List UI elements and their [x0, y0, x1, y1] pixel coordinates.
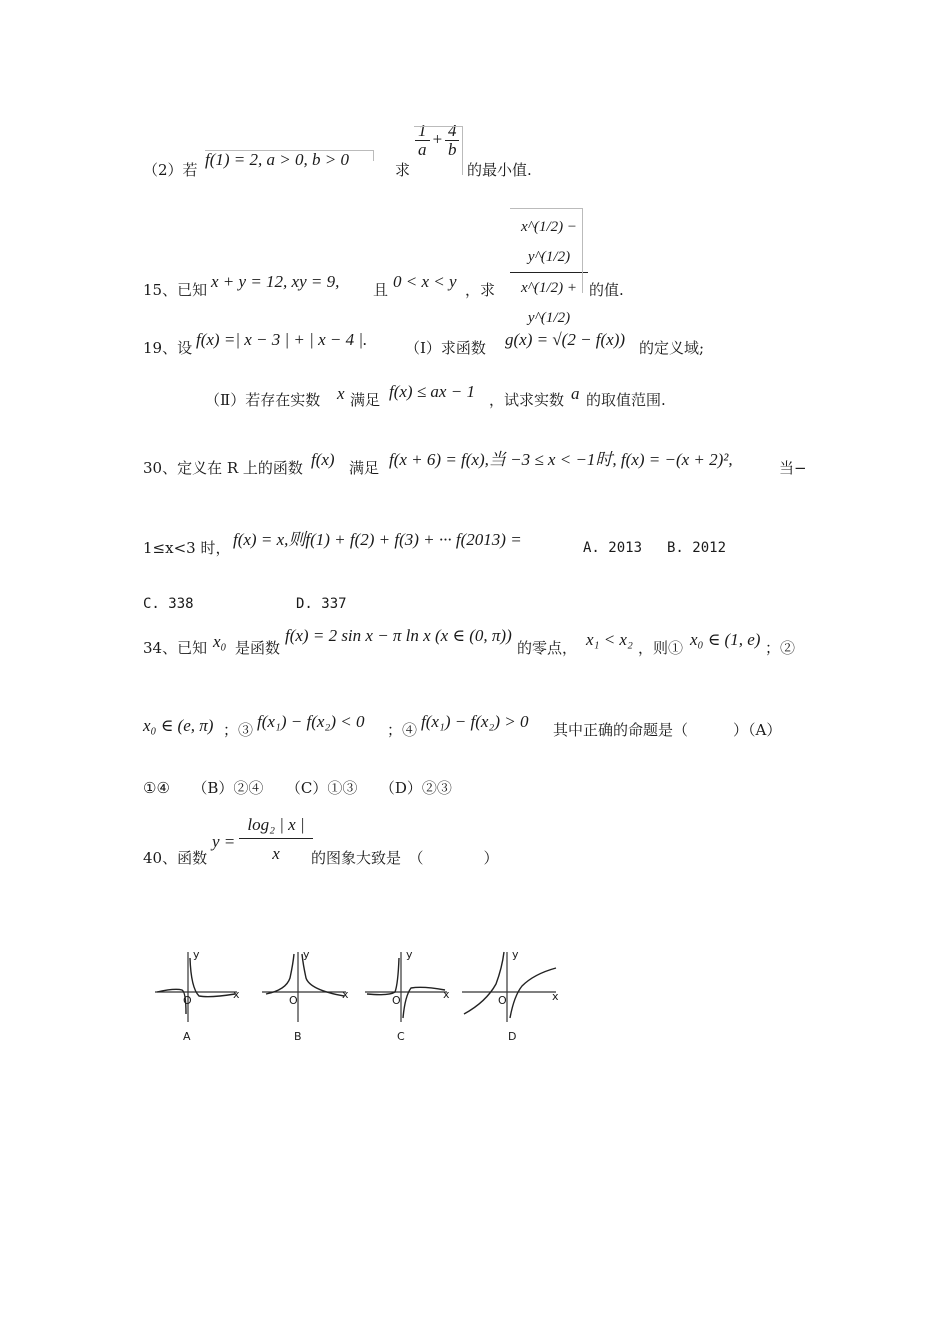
q19-part2-mid2: ，试求实数	[489, 391, 565, 409]
graph-c-origin: O	[392, 994, 401, 1007]
q34-mid: 是函数	[235, 639, 281, 657]
q15-mid2: ，求	[465, 281, 496, 299]
q2-mid: 求	[395, 161, 411, 179]
q19-part2-inequality: f(x) ≤ ax − 1	[389, 382, 475, 401]
q34-prefix: 34、已知	[143, 639, 208, 657]
q2-frac1-num: 1	[415, 122, 430, 141]
q15-fraction-frame	[510, 208, 583, 293]
graph-a-label: A	[183, 1030, 191, 1043]
q30-tail: 当−	[779, 459, 807, 477]
q34-suffix: 其中正确的命题是（ ）（A）	[553, 721, 782, 739]
q15-suffix: 的值.	[589, 281, 624, 299]
graph-a-x-label: x	[233, 988, 240, 1001]
q30-mid: 满足	[349, 459, 380, 477]
q30-option-c: C. 338	[143, 596, 194, 612]
q34-choices: ①④ （B）②④ （C）①③ （D）②③	[143, 779, 452, 797]
q34-function: f(x) = 2 sin x − π ln x (x ∈ (0, π))	[285, 626, 512, 645]
q2-frac2-num: 4	[445, 122, 460, 141]
graph-a	[155, 944, 245, 1044]
q15-mid: 且	[373, 281, 389, 299]
q40-fraction	[239, 812, 313, 869]
q34-mid6: ；④	[387, 721, 418, 739]
q19-part2-var: x	[337, 384, 345, 403]
q19-part1-label: （Ⅰ）求函数	[405, 339, 486, 357]
q19-part2-label: （Ⅱ）若存在实数	[205, 391, 321, 409]
graph-c-x-label: x	[443, 988, 450, 1001]
q15-cond2: 0 < x < y	[393, 272, 457, 291]
q30-option-a: A. 2013	[583, 540, 643, 556]
q40-y: y =	[212, 832, 236, 851]
q40-suffix: 的图象大致是 （ ）	[311, 849, 499, 867]
q2-prefix: （2）若	[143, 161, 198, 179]
q34-mid4: ；②	[765, 639, 796, 657]
q34-mid2: 的零点，	[517, 639, 578, 657]
graph-d	[462, 944, 562, 1044]
q40-prefix: 40、函数	[143, 849, 208, 867]
q30-prefix: 30、定义在 R 上的函数	[143, 459, 303, 477]
q34-statement3: f(x₁) − f(x₂) < 0	[257, 712, 365, 731]
graph-b-x-label: x	[342, 988, 349, 1001]
q34-x0: x₀	[213, 632, 227, 651]
graph-b-label: B	[294, 1030, 302, 1043]
graph-c	[365, 944, 455, 1044]
q30-option-b: B. 2012	[667, 540, 727, 556]
q30-line2-formula: f(x) = x,则f(1) + f(2) + f(3) + ··· f(2013) =	[233, 530, 522, 549]
graph-a-y-label: y	[193, 948, 200, 961]
q19-part2-mid: 满足	[350, 391, 381, 409]
q40-denominator: x	[272, 844, 280, 863]
q34-condition: x₁ < x₂	[586, 630, 633, 649]
q2-formula-frame	[205, 150, 374, 161]
q2-plus: +	[431, 129, 443, 149]
q15-prefix: 15、已知	[143, 281, 208, 299]
graph-b	[262, 944, 352, 1044]
q34-statement2: x₀ ∈ (e, π)	[143, 716, 214, 735]
q19-part2-suffix: 的取值范围.	[586, 391, 666, 409]
graph-c-label: C	[397, 1030, 405, 1043]
q30-condition: f(x + 6) = f(x),当 −3 ≤ x < −1时, f(x) = −(x + 2)²,	[389, 450, 733, 469]
q15-numerator: x^(1/2) − y^(1/2)	[510, 212, 588, 273]
q30-f: f(x)	[311, 450, 335, 469]
q40-numerator: log₂ | x |	[239, 812, 313, 839]
q15-denominator: x^(1/2) + y^(1/2)	[520, 280, 577, 326]
graph-d-x-label: x	[552, 990, 559, 1003]
q34-mid3: ，则①	[638, 639, 684, 657]
q19-part1-suffix: 的定义域;	[639, 339, 705, 357]
q34-statement4: f(x₁) − f(x₂) > 0	[421, 712, 529, 731]
q2-condition: f(1) = 2, a > 0, b > 0	[205, 150, 349, 169]
graph-a-plot	[155, 944, 245, 1024]
q19-part1-function: g(x) = √(2 − f(x))	[505, 330, 626, 349]
q30-option-d: D. 337	[296, 596, 347, 612]
q30-line2-prefix: 1≤x<3 时，	[143, 539, 231, 557]
q34-statement1: x₀ ∈ (1, e)	[690, 630, 761, 649]
graph-b-origin: O	[289, 994, 298, 1007]
graph-d-origin: O	[498, 994, 507, 1007]
q19-function: f(x) =| x − 3 | + | x − 4 |.	[196, 330, 368, 349]
graph-d-label: D	[508, 1030, 517, 1043]
graph-d-y-label: y	[512, 948, 519, 961]
q2-fraction-frame	[414, 126, 463, 175]
q2-frac2-den: b	[447, 140, 457, 159]
q34-mid5: ；③	[223, 721, 254, 739]
q19-part2-var2: a	[571, 384, 580, 403]
graph-a-origin: O	[183, 994, 192, 1007]
q2-frac1-den: a	[418, 140, 427, 159]
graph-b-y-label: y	[303, 948, 310, 961]
q15-cond1: x + y = 12, xy = 9,	[211, 272, 340, 291]
graph-c-y-label: y	[406, 948, 413, 961]
q2-suffix: 的最小值.	[467, 161, 532, 179]
q19-prefix: 19、设	[143, 339, 193, 357]
